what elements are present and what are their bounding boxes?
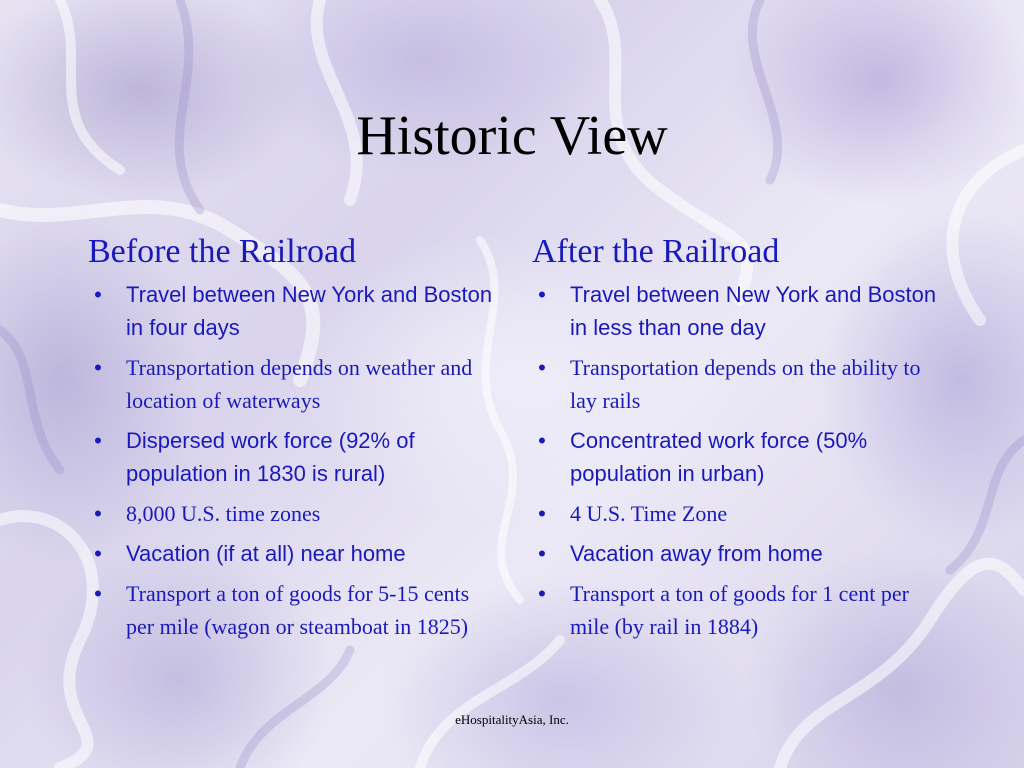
bullet-text: Transportation depends on the ability to lay rails [570,355,921,413]
before-railroad-heading: Before the Railroad [88,233,357,270]
bullet-text: Travel between New York and Boston in four days [126,282,493,340]
bullet-dot-icon: • [94,581,102,606]
bullet-text: 4 U.S. Time Zone [570,501,728,526]
slide-title: Historic View [356,105,668,167]
bullet-item [88,426,498,492]
bullet-text: Concentrated work force (50% population in urban) [570,428,868,486]
bullet-dot-icon: • [538,581,546,606]
bullet-dot-icon: • [94,541,102,566]
bullet-item [532,539,942,572]
after-railroad-heading: After the Railroad [532,233,780,270]
bullet-item [532,426,942,492]
bullet-item [532,579,942,645]
after-railroad-list [532,280,942,645]
bullet-text: 8,000 U.S. time zones [126,501,321,526]
bullet-item [88,579,498,645]
bullet-dot-icon: • [94,355,102,380]
bullet-text: Transportation depends on weather and location of waterways [126,355,473,413]
bullet-text: Transport a ton of goods for 1 cent per mile (by rail in 1884) [570,581,909,639]
bullet-item [88,539,498,572]
bullet-dot-icon: • [94,282,102,307]
bullet-dot-icon: • [538,541,546,566]
bullet-item [532,353,942,419]
bullet-dot-icon: • [94,428,102,453]
bullet-item [532,280,942,346]
bullet-dot-icon: • [538,501,546,526]
bullet-text: Transport a ton of goods for 5-15 cents per mile (wagon or steamboat in 1825) [126,581,470,639]
bullet-dot-icon: • [538,355,546,380]
bullet-item [88,280,498,346]
bullet-dot-icon: • [538,282,546,307]
bullet-text: Travel between New York and Boston in less than one day [570,282,937,340]
bullet-item [532,499,942,532]
bullet-text: Vacation away from home [570,541,823,566]
bullet-dot-icon: • [538,428,546,453]
bullet-item [88,353,498,419]
bullet-text: Vacation (if at all) near home [126,541,406,566]
bullet-item [88,499,498,532]
before-railroad-column [88,230,498,652]
slide-footer: eHospitalityAsia, Inc. [455,712,569,727]
bullet-dot-icon: • [94,501,102,526]
after-railroad-column [532,230,942,652]
before-railroad-list [88,280,498,645]
bullet-text: Dispersed work force (92% of population in 1830 is rural) [126,428,415,486]
